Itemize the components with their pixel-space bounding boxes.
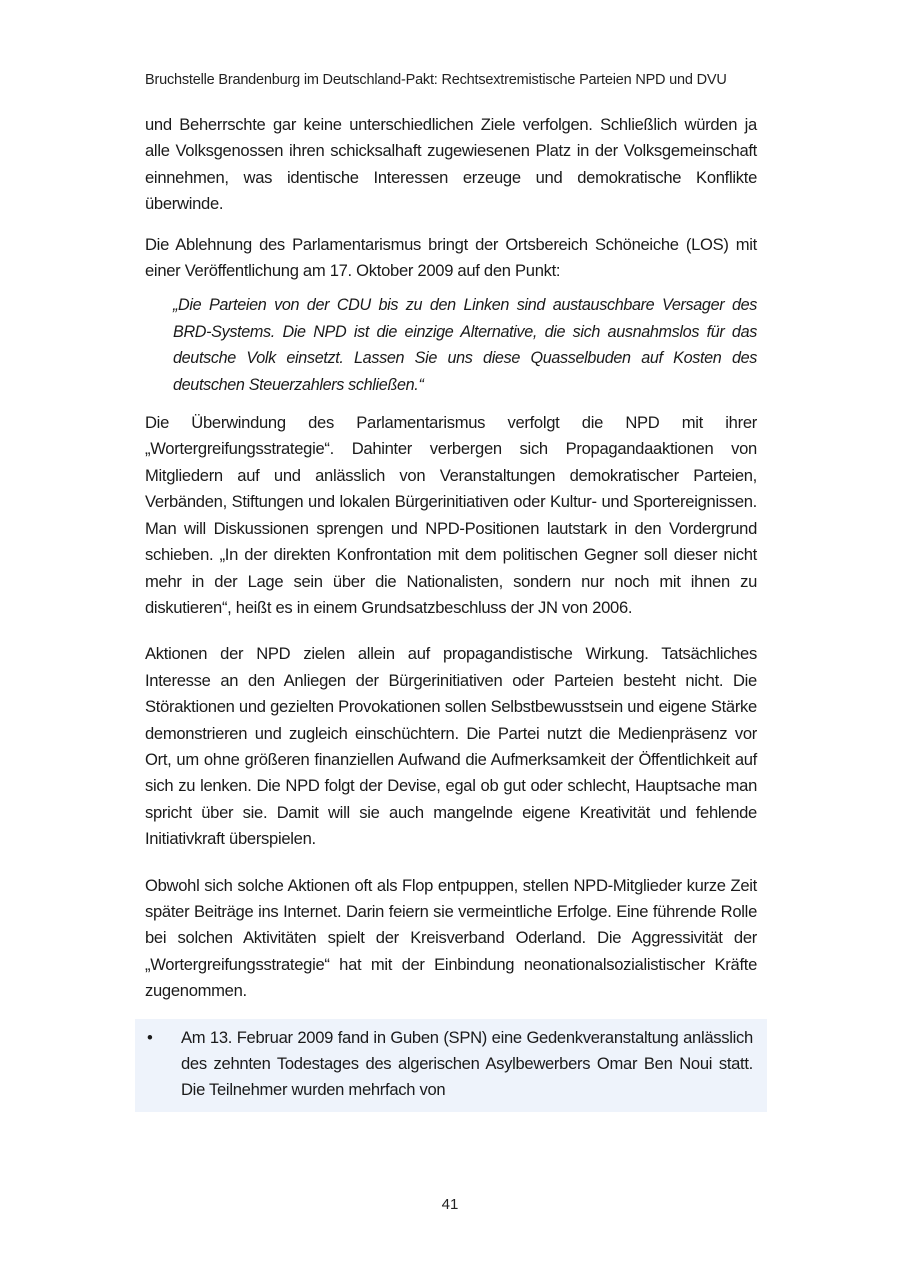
paragraph: Aktionen der NPD zielen allein auf propagandistische Wirkung. Tatsächliches Interesse an den Anliegen der Bürgerinitiativen oder Parteien besteht nicht. Die Störaktionen und gezielten Provokationen sollen Selbstbewusstsein und eigene Stärke demonstrieren und zugleich einschüchtern. Die Partei nutzt die Medienpräsenz vor Ort, um ohne größeren finanziellen Aufwand die Aufmerksamkeit der Öffentlichkeit auf sich zu lenken. Die NPD folgt der Devise, egal ob gut oder schlecht, Hauptsache man spricht über sie. Damit will sie auch mangelnde eigene Kreativität und fehlende Initiativkraft überspielen. (145, 644, 757, 849)
block-quote: „Die Parteien von der CDU bis zu den Linken sind austauschbare Versager des BRD-Systems. Die NPD ist die einzige Alternative, die sich ausnahmslos für das deutsche Volk einsetzt. Lassen Sie uns diese Quasselbuden auf Kosten des deutschen Steuerzahlers schließen.“ (173, 296, 757, 394)
page-number: 41 (441, 1196, 459, 1213)
paragraph: Die Ablehnung des Parlamentarismus bringt der Ortsbereich Schöneiche (LOS) mit einer Veröffentlichung am 17. Oktober 2009 auf den Punkt: (145, 234, 757, 281)
bullet-icon: • (147, 1027, 153, 1047)
running-header: Bruchstelle Brandenburg im Deutschland-Pakt: Rechtsextremistische Parteien NPD und DVU (145, 72, 727, 88)
paragraph: und Beherrschte gar keine unterschiedlichen Ziele verfolgen. Schließlich würden ja alle Volksgenossen ihren schicksalhaft zugewiesenen Platz in der Volksgemeinschaft einnehmen, was identische Interessen erzeuge und demokratische Konflikte überwinde. (145, 115, 757, 214)
highlighted-bullet-item (135, 1019, 767, 1112)
body-text (145, 112, 757, 1112)
paragraph: Die Überwindung des Parlamentarismus verfolgt die NPD mit ihrer „Wortergreifungsstrategie“. Dahinter verbergen sich Propagandaaktionen von Mitgliedern auf und anlässlich von Veranstaltungen demokratischer Parteien, Verbänden, Stiftungen und lokalen Bürgerinitiativen oder Kultur- und Sportereignissen. Man will Diskussionen sprengen und NPD-Positionen lautstark in den Vordergrund schieben. „In der direkten Konfrontation mit dem politischen Gegner soll dieser nicht mehr in der Lage sein über die Nationalisten, sondern nur noch mit ihnen zu diskutieren“, heißt es in einem Grundsatzbeschluss der JN von 2006. (145, 413, 757, 617)
bullet-text: Am 13. Februar 2009 fand in Guben (SPN) eine Gedenkveranstaltung anlässlich des zehnten Todestages des algerischen Asylbewerbers Omar Ben Noui statt. Die Teilnehmer wurden mehrfach von (181, 1027, 753, 1100)
paragraph: Obwohl sich solche Aktionen oft als Flop entpuppen, stellen NPD-Mitglieder kurze Zeit später Beiträge ins Internet. Darin feiern sie vermeintliche Erfolge. Eine führende Rolle bei solchen Aktivitäten spielt der Kreisverband Oderland. Die Aggressivität der „Wortergreifungsstrategie“ hat mit der Einbindung neonationalsozialistischer Kräfte zugenommen. (145, 875, 757, 1001)
